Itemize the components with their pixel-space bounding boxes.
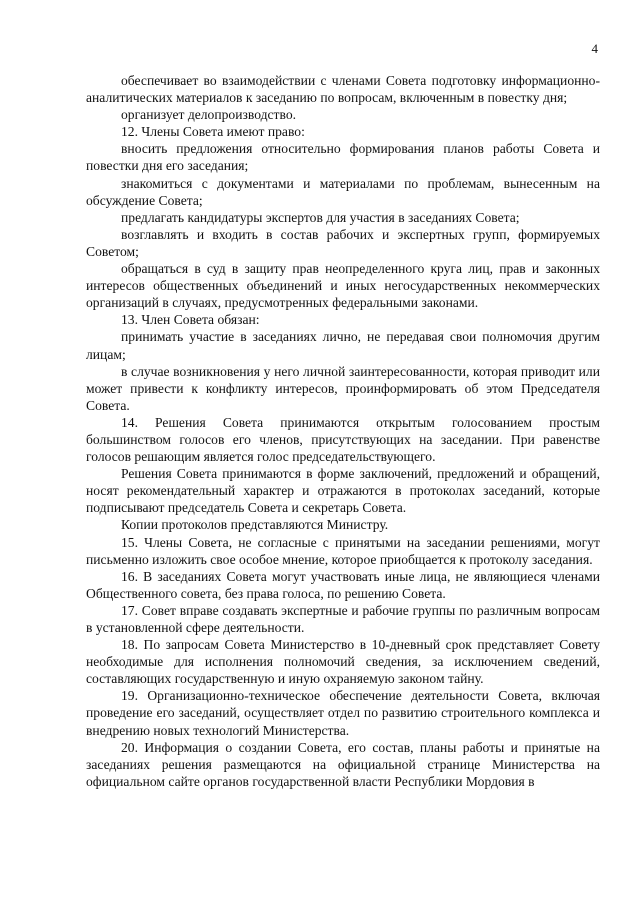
paragraph: 13. Член Совета обязан:: [121, 312, 260, 328]
page-number: 4: [591, 41, 598, 56]
paragraph: 17. Совет вправе создавать экспертные и рабочие группы по различным вопросам в установленной сфере деятельности.: [86, 602, 600, 635]
paragraph: возглавлять и входить в состав рабочих и экспертных групп, формируемых Советом;: [86, 226, 600, 259]
paragraph: Решения Совета принимаются в форме заключений, предложений и обращений, носят рекомендательный характер и отражаются в протоколах заседаний, которые подписывают председатель Совета и секретарь Совета.: [86, 466, 600, 516]
paragraph: Копии протоколов представляются Министру.: [121, 517, 389, 533]
paragraph: обращаться в суд в защиту прав неопределенного круга лиц, прав и законных интересов общественных объединений и иных негосударственных некоммерческих организаций в случаях, предусмотренных федеральными законами.: [86, 261, 600, 311]
paragraph: вносить предложения относительно формирования планов работы Совета и повестки дня его заседания;: [86, 141, 600, 174]
paragraph: обеспечивает во взаимодействии с членами Совета подготовку информационно-аналитических материалов к заседанию по вопросам, включенным в повестку дня;: [86, 73, 600, 106]
document-body: [86, 72, 600, 790]
paragraph: 16. В заседаниях Совета могут участвовать иные лица, не являющиеся членами Общественного совета, без права голоса, по решению Совета.: [86, 568, 600, 601]
paragraph: принимать участие в заседаниях лично, не передавая свои полномочия другим лицам;: [86, 329, 600, 362]
paragraph: 19. Организационно-техническое обеспечение деятельности Совета, включая проведение его заседаний, осуществляет отдел по развитию строительного комплекса и внедрению новых технологий Министерства.: [86, 688, 600, 738]
paragraph: организует делопроизводство.: [121, 107, 297, 123]
paragraph: 12. Члены Совета имеют право:: [121, 124, 305, 140]
paragraph: 18. По запросам Совета Министерство в 10-дневный срок представляет Совету необходимые для исполнения полномочий сведения, за исключением сведений, составляющих государственную и иную охраняемую законом тайну.: [86, 637, 600, 687]
paragraph: предлагать кандидатуры экспертов для участия в заседаниях Совета;: [121, 209, 520, 225]
paragraph: 15. Члены Совета, не согласные с принятыми на заседании решениями, могут письменно изложить свое особое мнение, которое приобщается к протоколу заседания.: [86, 534, 600, 567]
paragraph: знакомиться с документами и материалами по проблемам, вынесенным на обсуждение Совета;: [86, 175, 600, 208]
paragraph: в случае возникновения у него личной заинтересованности, которая приводит или может привести к конфликту интересов, проинформировать об этом Председателя Совета.: [86, 363, 600, 413]
paragraph: 14. Решения Совета принимаются открытым голосованием простым большинством голосов его членов, присутствующих на заседании. При равенстве голосов решающим является голос председательствующего.: [86, 414, 600, 465]
paragraph: 20. Информация о создании Совета, его состав, планы работы и принятые на заседаниях решения размещаются на официальной странице Министерства на официальном сайте органов государственной власти Республики Мордовия в: [86, 739, 600, 789]
